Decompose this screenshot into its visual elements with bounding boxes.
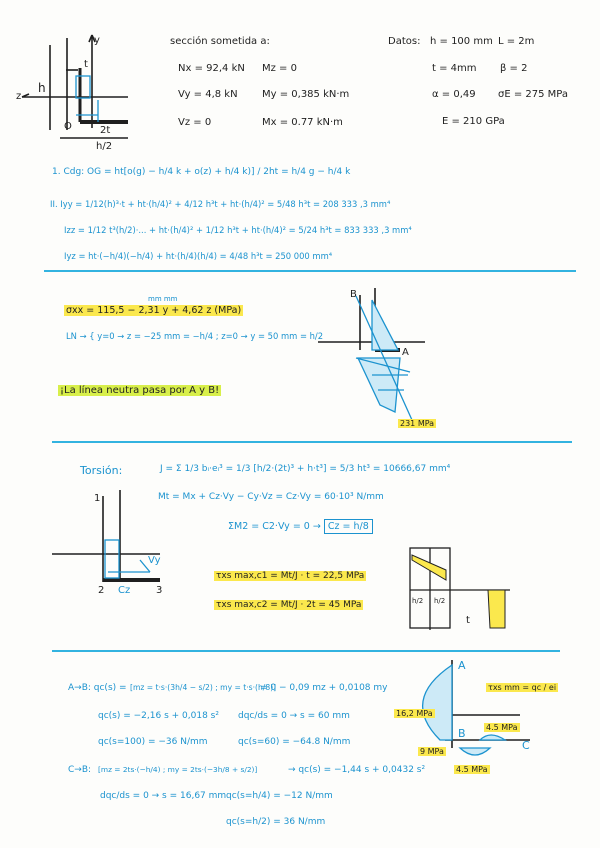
dato-beta: β = 2 [500, 63, 528, 74]
torsion-label-vy: Vy [148, 555, 161, 566]
flow-point-b: B [458, 727, 466, 740]
flow-value-2-text: 9 MPa [420, 747, 444, 756]
torsion-label-3: 3 [156, 585, 163, 596]
flow-point-a: A [458, 659, 466, 672]
flow-l3: dqc/ds = 0 → s = 16,67 mm [100, 791, 227, 801]
dato-alpha: α = 0,49 [432, 89, 476, 100]
fig1-label-z: z [16, 91, 22, 102]
flow-ab-result: = 0 − 0,09 mz + 0,0108 my [260, 683, 388, 693]
torsion-title: Torsión: [80, 464, 123, 477]
torsion-label-h2a: h/2 [412, 597, 424, 605]
flow-l1b: dqc/ds = 0 → s = 60 mm [238, 711, 350, 721]
torsion-tau2 [214, 601, 363, 610]
flow-l3b: qc(s=h/4) = −12 N/mm [226, 791, 333, 801]
dato-l: L = 2m [498, 36, 535, 47]
load-mx: Mx = 0.77 kN·m [262, 117, 343, 128]
stress-equation [64, 306, 243, 316]
stress-units: mm mm [148, 295, 178, 303]
stress-equation-text: σxx = 115,5 − 2,31 y + 4,62 z (MPa) [66, 305, 242, 316]
torsion-label-2: 2 [98, 585, 105, 596]
fig1-label-2t: 2t [100, 125, 111, 136]
flow-value-3 [484, 724, 520, 732]
point-b-label: B [350, 289, 357, 300]
torsion-label-1: 1 [94, 493, 101, 504]
inertia-iyz: Iyz = ht·(−h/4)(−h/4) + ht·(h/4)(h/4) = 4/48 h³t = 250 000 mm⁴ [64, 251, 333, 261]
neutral-note-text: ¡La línea neutra pasa por A y B! [60, 385, 220, 396]
flow-value-1 [394, 710, 435, 718]
torsion-tau2-text: τxs max,c2 = Mt/J · 2t = 45 MPa [216, 600, 362, 610]
torsion-cz-box: Cz = h/8 [324, 519, 373, 534]
load-mz: Mz = 0 [262, 63, 297, 74]
neutral-note [58, 386, 221, 396]
dato-sigma: σE = 275 MPa [498, 89, 568, 100]
fig1-label-o: O [64, 121, 72, 132]
flow-value-4 [454, 766, 490, 774]
flow-cb-result: → qc(s) = −1,44 s + 0,0432 s² [288, 765, 426, 775]
load-vy: Vy = 4,8 kN [178, 89, 238, 100]
torsion-tau1 [214, 572, 366, 581]
header-title: sección sometida a: [170, 36, 270, 47]
datos-label: Datos: [388, 36, 421, 47]
fig1-label-t: t [84, 59, 88, 70]
fig1-label-y: y [94, 35, 100, 46]
torsion-sum-text: ΣM2 = C2·Vy = 0 → [228, 521, 321, 532]
flow-cb-system: [mz = 2ts·(−h/4) ; my = 2ts·(−3h/8 + s/2)] [98, 765, 258, 774]
flow-point-c: C [522, 739, 530, 752]
torsion-label-h2b: h/2 [434, 597, 446, 605]
torsion-figure [52, 490, 160, 582]
flow-ab-head: A→B: qc(s) = [68, 683, 127, 693]
point-a-label: A [402, 347, 409, 358]
separator-1 [44, 270, 576, 272]
flow-l2: qc(s=100) = −36 N/mm [98, 737, 208, 747]
cdg-line: 1. Cdg: OG = ht[o(g) − h/4 k + o(z) + h/4 k)] / 2ht = h/4 g − h/4 k [52, 167, 351, 177]
load-my: My = 0,385 kN·m [262, 89, 350, 100]
flow-ab-system: [mz = t·s·(3h/4 − s/2) ; my = t·s·(h/8)] [130, 683, 277, 692]
flow-tau [486, 684, 558, 692]
separator-2 [52, 441, 572, 443]
neutral-line: LN → { y=0 → z = −25 mm = −h/4 ; z=0 → y = 50 mm = h/2 [66, 331, 324, 341]
flow-value-4-text: 4.5 MPa [456, 765, 488, 774]
flow-l4: qc(s=h/2) = 36 N/mm [226, 817, 326, 827]
dato-t: t = 4mm [432, 63, 477, 74]
inertia-iyy: II. Iyy = 1/12(h)³·t + ht·(h/4)² + 4/12 h³t + ht·(h/4)² = 5/48 h³t = 208 333 ,3 mm⁴ [50, 199, 391, 209]
flow-value-1-text: 16,2 MPa [396, 709, 433, 718]
flow-l1: qc(s) = −2,16 s + 0,018 s² [98, 711, 219, 721]
dato-h: h = 100 mm [430, 36, 493, 47]
fig1-label-h: h [38, 81, 46, 95]
flow-value-3-text: 4.5 MPa [486, 723, 518, 732]
load-nx: Nx = 92,4 kN [178, 63, 245, 74]
torsion-tau1-text: τxs max,c1 = Mt/J · t = 22,5 MPa [216, 571, 365, 581]
torsion-mt: Mt = Mx + Cz·Vy − Cy·Vz = Cz·Vy = 60·10³ N/mm [158, 492, 384, 502]
torsion-sum [228, 522, 373, 532]
dato-e: E = 210 GPa [442, 116, 505, 127]
inertia-izz: Izz = 1/12 t³(h/2)·... + ht·(h/4)² + 1/12 h³t + ht·(h/4)² = 5/24 h³t = 833 333 ,3 mm⁴ [64, 225, 412, 235]
flow-tau-text: τxs mm = qc / ei [488, 683, 557, 692]
fig1-label-h2: h/2 [96, 141, 113, 152]
stress-value [398, 420, 436, 428]
stress-value-text: 231 MPa [400, 419, 435, 428]
flow-l2b: qc(s=60) = −64.8 N/mm [238, 737, 351, 747]
torsion-label-t: t [466, 615, 470, 626]
load-vz: Vz = 0 [178, 117, 212, 128]
torsion-j: J = Σ 1/3 bᵢ·eᵢ³ = 1/3 [h/2·(2t)³ + h·t³] = 5/3 ht³ = 10666,67 mm⁴ [160, 464, 451, 474]
torsion-label-cz: Cz [118, 585, 131, 596]
separator-3 [52, 650, 560, 652]
flow-value-2 [418, 748, 446, 756]
flow-cb-head: C→B: [68, 765, 92, 775]
